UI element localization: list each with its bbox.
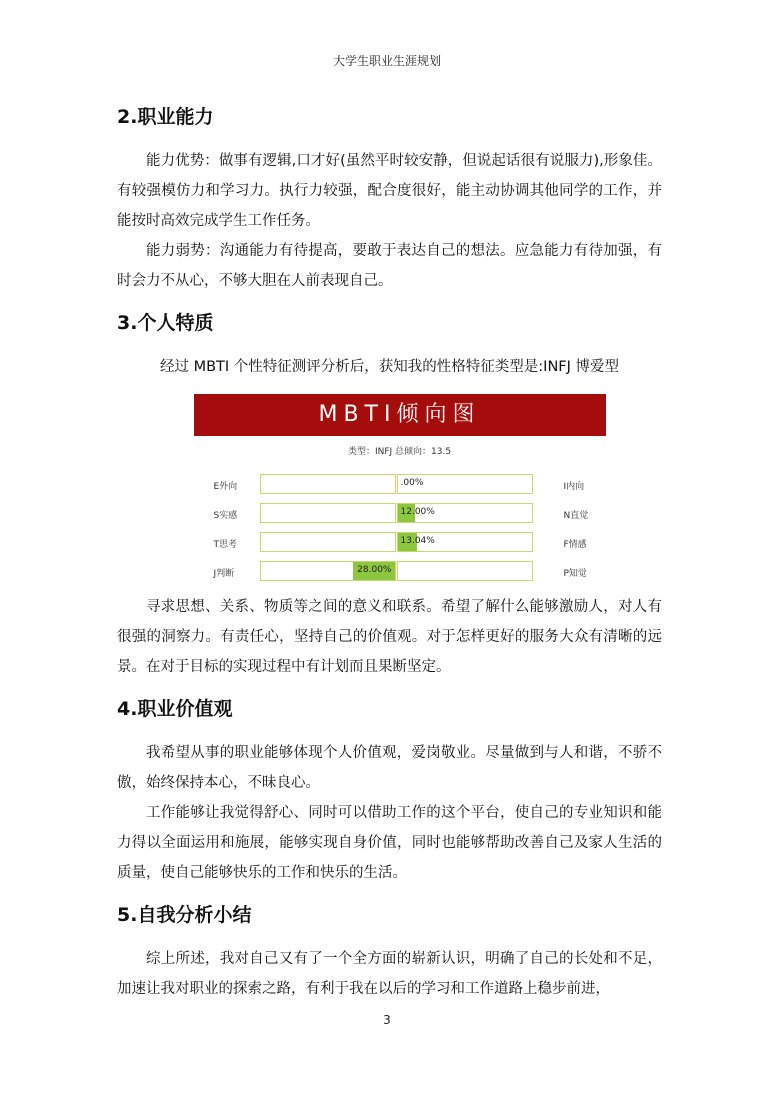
section-title-self-analysis-summary: 5.自我分析小结: [117, 904, 252, 926]
mbti-bar-right: [397, 503, 533, 523]
paragraph-values-1: 我希望从事的职业能够体现个人价值观，爱岗敬业。尽量做到与人和谐，不骄不傲，始终保持本心，不昧良心。: [117, 745, 662, 791]
paragraph-mbti-intro: 经过 MBTI 个性特征测评分析后，获知我的性格特征类型是:INFJ 博爱型: [159, 359, 620, 375]
page-number: 3: [383, 1013, 391, 1027]
mbti-right-label: P知觉: [563, 569, 587, 579]
mbti-bar-left: [260, 474, 396, 494]
mbti-right-label: N直觉: [563, 511, 589, 521]
mbti-value-label: 12.00%: [400, 507, 435, 517]
mbti-row: [194, 561, 606, 583]
mbti-value-label: .00%: [400, 478, 424, 488]
mbti-row: [194, 532, 606, 554]
paragraph-weaknesses: 能力弱势：沟通能力有待提高，要敢于表达自己的想法。应急能力有待加强，有时会力不从心，不够大胆在人前表现自己。: [117, 243, 662, 289]
page-header: 大学生职业生涯规划: [332, 54, 441, 68]
mbti-subtitle: 类型：INFJ 总倾向：13.5: [347, 447, 452, 457]
mbti-value-label: 13.04%: [400, 536, 435, 546]
mbti-value-label: 28.00%: [357, 565, 392, 575]
section-title-personal-traits: 3.个人特质: [117, 312, 214, 334]
document-body: [117, 92, 662, 1004]
mbti-left-label: T思考: [213, 540, 237, 550]
mbti-banner: MBTI倾向图: [194, 394, 606, 436]
mbti-bar-right: [397, 474, 533, 494]
mbti-left-label: E外向: [213, 482, 238, 492]
mbti-chart: [194, 394, 606, 586]
paragraph-strengths: 能力优势：做事有逻辑,口才好(虽然平时较安静，但说起话很有说服力),形象佳。有较强模仿力和学习力。执行力较强，配合度很好，能主动协调其他同学的工作，并能按时高效完成学生工作任务。: [117, 153, 662, 229]
section-title-career-values: 4.职业价值观: [117, 698, 233, 720]
mbti-bar-right: [397, 561, 533, 581]
mbti-bar-right: [397, 532, 533, 552]
mbti-bar-left: [260, 561, 396, 581]
mbti-left-label: J判断: [213, 569, 235, 579]
paragraph-summary: 综上所述，我对自己又有了一个全方面的崭新认识，明确了自己的长处和不足，加速让我对职业的探索之路，有利于我在以后的学习和工作道路上稳步前进，: [117, 951, 662, 997]
mbti-bar-left: [260, 532, 396, 552]
mbti-row: [194, 474, 606, 496]
mbti-right-label: I内向: [563, 482, 585, 492]
mbti-right-label: F情感: [563, 540, 587, 550]
section-title-career-ability: 2.职业能力: [117, 106, 214, 128]
mbti-left-label: S实感: [213, 511, 238, 521]
paragraph-infj-description: 寻求思想、关系、物质等之间的意义和联系。希望了解什么能够激励人，对人有很强的洞察力。有责任心，坚持自己的价值观。对于怎样更好的服务大众有清晰的远景。在对于目标的实现过程中有计划而且果断坚定。: [117, 599, 662, 675]
paragraph-values-2: 工作能够让我觉得舒心、同时可以借助工作的这个平台，使自己的专业知识和能力得以全面运用和施展，能够实现自身价值，同时也能够帮助改善自己及家人生活的质量，使自己能够快乐的工作和快乐的生活。: [117, 805, 662, 881]
mbti-row: [194, 503, 606, 525]
mbti-bar-left: [260, 503, 396, 523]
